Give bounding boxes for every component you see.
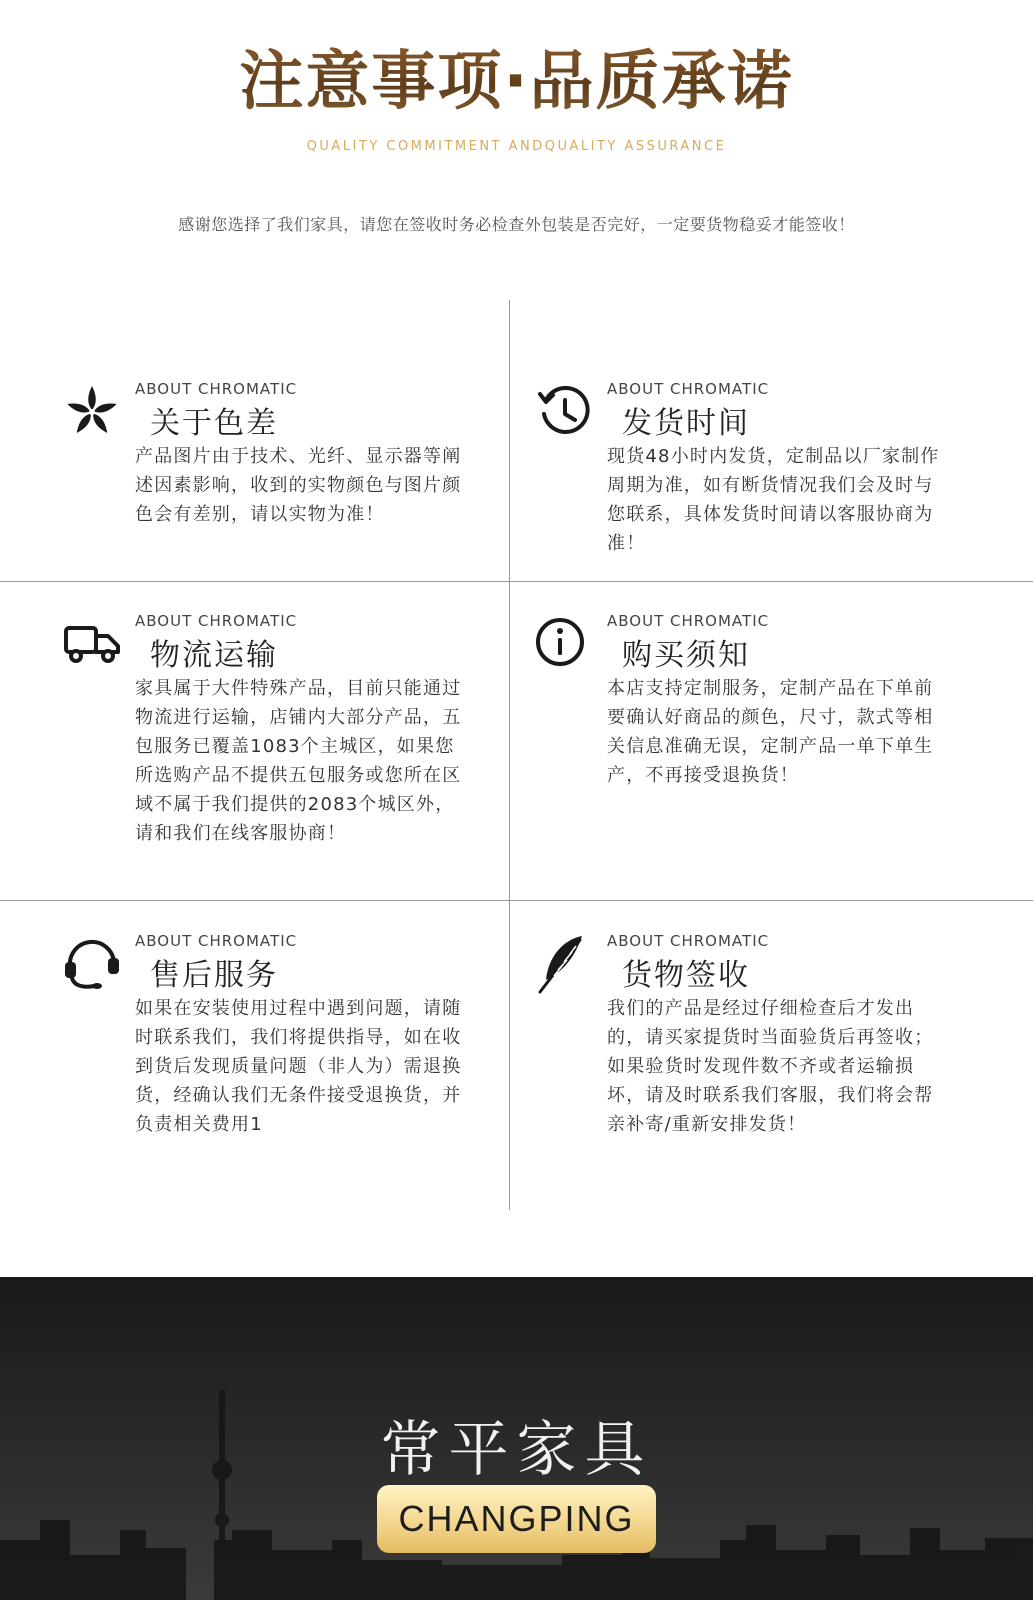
section-eyebrow: ABOUT CHROMATIC: [607, 380, 770, 398]
section-eyebrow: ABOUT CHROMATIC: [607, 612, 770, 630]
section-title: 货物签收: [622, 958, 750, 993]
section-shipping-time: [532, 380, 952, 570]
section-body: 我们的产品是经过仔细检查后才发出的，请买家提货时当面验货后再签收；如果验货时发现件数不齐或者运输损坏，请及时联系我们客服，我们将会帮亲补寄/重新安排发货！: [607, 998, 934, 1135]
page-subtitle: QUALITY COMMITMENT ANDQUALITY ASSURANCE: [306, 139, 727, 154]
vertical-divider: [509, 300, 510, 1210]
brand-badge: CHANGPING: [377, 1485, 656, 1553]
section-body: 家具属于大件特殊产品，目前只能通过物流进行运输，店铺内大部分产品，五包服务已覆盖1083个主城区，如果您所选购产品不提供五包服务或您所在区域不属于我们提供的2083个城区外，请和我们在线客服协商！: [135, 678, 462, 844]
section-title: 物流运输: [150, 638, 278, 673]
section-body: 产品图片由于技术、光纤、显示器等阐述因素影响，收到的实物颜色与图片颜色会有差别，请以实物为准！: [135, 446, 462, 525]
feather-icon: [532, 932, 596, 996]
section-eyebrow: ABOUT CHROMATIC: [607, 932, 770, 950]
section-title: 关于色差: [150, 406, 278, 441]
headset-icon: [60, 932, 124, 996]
section-eyebrow: ABOUT CHROMATIC: [135, 380, 298, 398]
section-purchase-notice: [532, 612, 952, 892]
flower-icon: [60, 380, 124, 444]
section-body: 本店支持定制服务，定制产品在下单前要确认好商品的颜色，尺寸，款式等相关信息准确无误，定制产品一单下单生产，不再接受退换货！: [607, 678, 934, 786]
section-title: 发货时间: [622, 406, 750, 441]
section-body: 现货48小时内发货，定制品以厂家制作周期为准，如有断货情况我们会及时与您联系，具体发货时间请以客服协商为准！: [607, 446, 940, 554]
section-delivery-receipt: [532, 932, 952, 1192]
section-title: 售后服务: [150, 958, 278, 993]
brand-footer: [0, 1277, 1033, 1600]
page-title: 注意事项·品质承诺: [0, 42, 1033, 122]
horizontal-divider: [0, 900, 1033, 901]
clock-icon: [532, 380, 596, 444]
info-icon: [532, 612, 596, 676]
section-eyebrow: ABOUT CHROMATIC: [135, 932, 298, 950]
section-logistics: [60, 612, 480, 892]
header: [0, 0, 1033, 280]
brand-name: 常平家具: [380, 1415, 653, 1485]
horizontal-divider: [0, 581, 1033, 582]
section-eyebrow: ABOUT CHROMATIC: [135, 612, 298, 630]
section-color-difference: [60, 380, 480, 570]
section-title: 购买须知: [622, 638, 750, 673]
section-after-sales: [60, 932, 480, 1192]
intro-text: 感谢您选择了我们家具，请您在签收时务必检查外包装是否完好，一定要货物稳妥才能签收！: [178, 215, 855, 234]
truck-icon: [60, 612, 124, 676]
section-body: 如果在安装使用过程中遇到问题，请随时联系我们，我们将提供指导，如在收到货后发现质量问题（非人为）需退换货，经确认我们无条件接受退换货，并负责相关费用1: [135, 998, 462, 1135]
notice-grid: [0, 300, 1033, 1210]
